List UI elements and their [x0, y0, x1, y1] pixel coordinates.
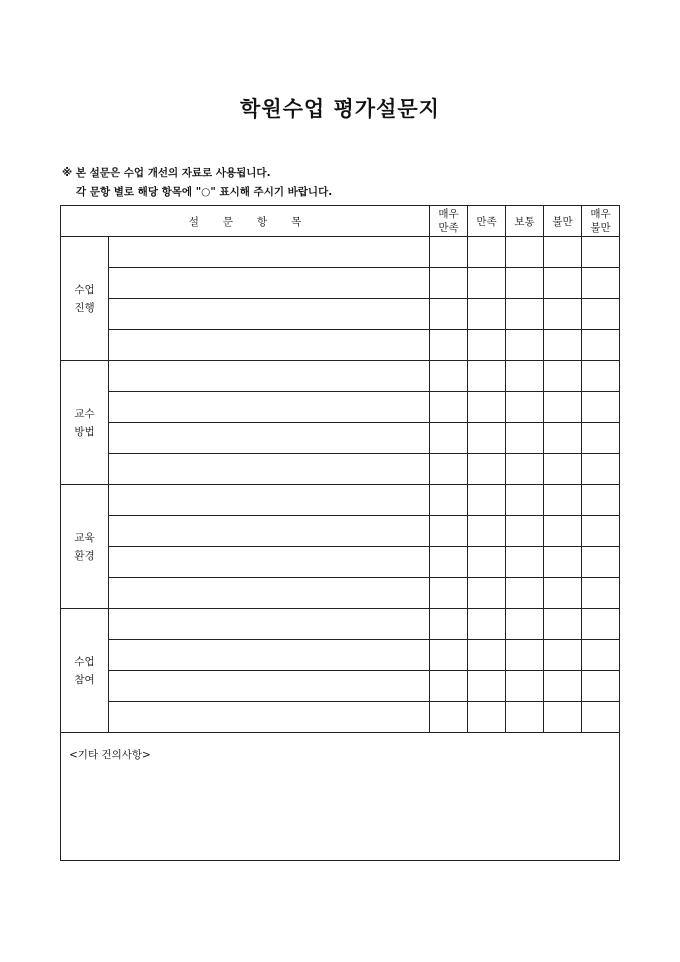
rating-cell[interactable]: [582, 454, 620, 485]
rating-cell[interactable]: [430, 609, 468, 640]
rating-cell[interactable]: [544, 702, 582, 733]
rating-cell[interactable]: [468, 640, 506, 671]
rating-cell[interactable]: [430, 578, 468, 609]
rating-cell[interactable]: [544, 454, 582, 485]
rating-cell[interactable]: [468, 392, 506, 423]
rating-cell[interactable]: [582, 516, 620, 547]
rating-cell[interactable]: [582, 671, 620, 702]
rating-cell[interactable]: [506, 330, 544, 361]
table-row: [61, 485, 620, 516]
rating-cell[interactable]: [582, 609, 620, 640]
rating-cell[interactable]: [468, 361, 506, 392]
rating-cell[interactable]: [582, 578, 620, 609]
question-cell[interactable]: [109, 392, 430, 423]
rating-cell[interactable]: [506, 671, 544, 702]
question-cell[interactable]: [109, 578, 430, 609]
rating-cell[interactable]: [506, 516, 544, 547]
rating-cell[interactable]: [506, 578, 544, 609]
category-class-participation: 수업 참여: [61, 609, 109, 733]
question-cell[interactable]: [109, 671, 430, 702]
question-cell[interactable]: [109, 268, 430, 299]
table-row: [61, 299, 620, 330]
rating-cell[interactable]: [582, 702, 620, 733]
rating-cell[interactable]: [506, 702, 544, 733]
rating-cell[interactable]: [506, 392, 544, 423]
notice-line-1: ※ 본 설문은 수업 개선의 자료로 사용됩니다.: [62, 167, 271, 179]
rating-cell[interactable]: [506, 299, 544, 330]
rating-cell[interactable]: [430, 640, 468, 671]
rating-cell[interactable]: [430, 454, 468, 485]
rating-cell[interactable]: [506, 423, 544, 454]
rating-cell[interactable]: [544, 299, 582, 330]
category-teaching-method: 교수 방법: [61, 361, 109, 485]
question-cell[interactable]: [109, 454, 430, 485]
table-row: [61, 423, 620, 454]
rating-cell[interactable]: [544, 671, 582, 702]
rating-cell[interactable]: [506, 485, 544, 516]
survey-table: [60, 205, 620, 861]
table-row: [61, 361, 620, 392]
header-satisfied: 만족: [468, 206, 506, 237]
table-row: [61, 237, 620, 268]
table-row: [61, 454, 620, 485]
rating-cell[interactable]: [544, 578, 582, 609]
rating-cell[interactable]: [544, 423, 582, 454]
rating-cell[interactable]: [468, 671, 506, 702]
rating-cell[interactable]: [468, 330, 506, 361]
rating-cell[interactable]: [506, 268, 544, 299]
notice-line-2: 각 문항 별로 해당 항목에 "○" 표시해 주시기 바랍니다.: [76, 186, 333, 198]
rating-cell[interactable]: [468, 454, 506, 485]
other-suggestions-box[interactable]: [61, 733, 620, 861]
table-row: [61, 578, 620, 609]
rating-cell[interactable]: [468, 299, 506, 330]
table-row: [61, 330, 620, 361]
rating-cell[interactable]: [582, 361, 620, 392]
rating-cell[interactable]: [468, 547, 506, 578]
rating-cell[interactable]: [468, 237, 506, 268]
rating-cell[interactable]: [430, 299, 468, 330]
question-cell[interactable]: [109, 547, 430, 578]
etc-row: [61, 733, 620, 861]
table-row: [61, 268, 620, 299]
rating-cell[interactable]: [582, 547, 620, 578]
rating-cell[interactable]: [468, 268, 506, 299]
rating-cell[interactable]: [430, 423, 468, 454]
header-survey-item: 설 문 항 목: [61, 206, 430, 237]
header-neutral: 보통: [506, 206, 544, 237]
category-class-progress: 수업 진행: [61, 237, 109, 361]
rating-cell[interactable]: [430, 392, 468, 423]
question-cell[interactable]: [109, 640, 430, 671]
rating-cell[interactable]: [430, 361, 468, 392]
question-cell[interactable]: [109, 609, 430, 640]
category-education-environment: 교육 환경: [61, 485, 109, 609]
rating-cell[interactable]: [430, 268, 468, 299]
rating-cell[interactable]: [544, 547, 582, 578]
table-row: [61, 547, 620, 578]
rating-cell[interactable]: [468, 702, 506, 733]
rating-cell[interactable]: [468, 578, 506, 609]
rating-cell[interactable]: [544, 268, 582, 299]
rating-cell[interactable]: [544, 330, 582, 361]
header-dissatisfied: 불만: [544, 206, 582, 237]
rating-cell[interactable]: [544, 640, 582, 671]
rating-cell[interactable]: [506, 454, 544, 485]
rating-cell[interactable]: [544, 237, 582, 268]
question-cell[interactable]: [109, 516, 430, 547]
header-row: [61, 206, 620, 237]
rating-cell[interactable]: [582, 423, 620, 454]
rating-cell[interactable]: [430, 485, 468, 516]
rating-cell[interactable]: [506, 237, 544, 268]
question-cell[interactable]: [109, 423, 430, 454]
question-cell[interactable]: [109, 361, 430, 392]
rating-cell[interactable]: [468, 485, 506, 516]
rating-cell[interactable]: [430, 547, 468, 578]
rating-cell[interactable]: [544, 485, 582, 516]
table-row: [61, 609, 620, 640]
rating-cell[interactable]: [430, 702, 468, 733]
other-suggestions-label: <기타 건의사항>: [69, 749, 151, 761]
page-title: 학원수업 평가설문지: [240, 97, 440, 121]
rating-cell[interactable]: [430, 671, 468, 702]
table-row: [61, 516, 620, 547]
rating-cell[interactable]: [544, 361, 582, 392]
rating-cell[interactable]: [544, 392, 582, 423]
rating-cell[interactable]: [468, 609, 506, 640]
table-row: [61, 392, 620, 423]
rating-cell[interactable]: [544, 516, 582, 547]
table-row: [61, 671, 620, 702]
question-cell[interactable]: [109, 702, 430, 733]
header-very-satisfied: 매우 만족: [430, 206, 468, 237]
rating-cell[interactable]: [582, 640, 620, 671]
rating-cell[interactable]: [506, 547, 544, 578]
rating-cell[interactable]: [506, 640, 544, 671]
table-row: [61, 640, 620, 671]
rating-cell[interactable]: [582, 330, 620, 361]
table-row: [61, 702, 620, 733]
rating-cell[interactable]: [430, 516, 468, 547]
header-very-dissatisfied: 매우 불만: [582, 206, 620, 237]
rating-cell[interactable]: [582, 268, 620, 299]
question-cell[interactable]: [109, 330, 430, 361]
rating-cell[interactable]: [468, 516, 506, 547]
rating-cell[interactable]: [468, 423, 506, 454]
question-cell[interactable]: [109, 299, 430, 330]
rating-cell[interactable]: [506, 361, 544, 392]
rating-cell[interactable]: [582, 299, 620, 330]
question-cell[interactable]: [109, 485, 430, 516]
rating-cell[interactable]: [430, 330, 468, 361]
rating-cell[interactable]: [430, 237, 468, 268]
rating-cell[interactable]: [582, 237, 620, 268]
rating-cell[interactable]: [582, 392, 620, 423]
question-cell[interactable]: [109, 237, 430, 268]
rating-cell[interactable]: [582, 485, 620, 516]
rating-cell[interactable]: [506, 609, 544, 640]
rating-cell[interactable]: [544, 609, 582, 640]
